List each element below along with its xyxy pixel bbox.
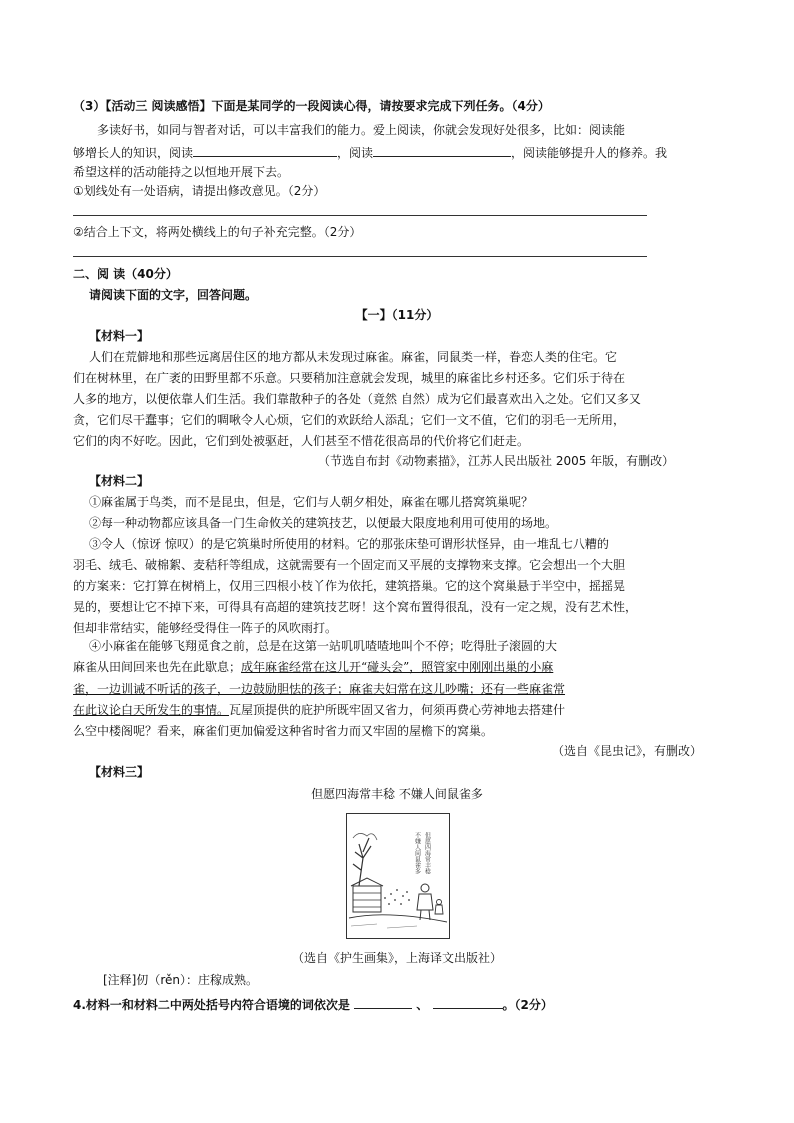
q3-para-line1: 多读好书，如同与智者对话，可以丰富我们的能力。爱上阅读，你就会发现好处很多，比如：阅读能	[97, 123, 626, 137]
cartoon-illustration	[346, 813, 450, 939]
q3-para-text-a: 够增长人的知识，阅读	[73, 146, 194, 160]
material2-p1: ①麻雀属于鸟类，而不是昆虫，但是，它们与人朝夕相处，麻雀在哪儿搭窝筑巢呢？	[89, 495, 534, 509]
section2-title: 二、阅 读（40分）	[73, 267, 178, 281]
q3-para-text-b: ，阅读	[337, 146, 374, 160]
material2-p4-line-2	[73, 660, 553, 675]
material2-p3-line-3: 的方案来：它打算在树梢上，仅用三四根小枝丫作为依托，建筑搭巢。它的这个窝巢悬于半空中，摇摇晃	[73, 579, 626, 593]
material2-p4-line-4	[73, 703, 565, 718]
p4-line2-underlined: 成年麻雀经常在这儿开“碰头会”，照管家中刚刚出巢的小麻	[241, 660, 554, 674]
material2-p3-line-5: 但却非常结实，能够经受得住一阵子的风吹雨打。	[73, 621, 338, 635]
q4-question	[73, 996, 553, 1013]
svg-text:不嫌人间鼠雀多: 不嫌人间鼠雀多	[413, 832, 421, 874]
material1-line-4: 贪，它们尽干蠢事；它们的啁啾令人心烦，它们的欢跃给人添乱；它们一文不值，它们的羽毛一无所用，	[73, 413, 626, 427]
material1-source: （节选自布封《动物素描》，江苏人民出版社 2005 年版，有删改）	[318, 454, 675, 468]
material3-source: （选自《护生画集》，上海译文出版社）	[291, 951, 502, 965]
material2-p3-line-2: 羽毛、绒毛、破棉絮、麦秸秆等组成，这就需要有一个固定而又平展的支撑物来支撑。它会想出一个大胆	[73, 558, 626, 572]
p4-line4-underlined: 在此议论白天所发生的事情。	[73, 703, 230, 717]
q3-blank-2[interactable]	[373, 144, 511, 157]
material2-p2: ②每一种动物都应该具备一门生命攸关的建筑技艺，以便最大限度地利用可使用的场地。	[89, 516, 558, 530]
material1-line-1: 人们在荒僻地和那些远离居住区的地方都从未发现过麻雀。麻雀，同鼠类一样，眷恋人类的住宅。它	[89, 350, 618, 364]
q3-para-line3: 希望这样的活动能持之以恒地开展下去。	[73, 165, 290, 179]
q4-blank-2[interactable]	[433, 996, 503, 1009]
q3-task1: ①划线处有一处语病，请提出修改意见。（2分）	[73, 184, 326, 198]
q4-text-a: 4.材料一和材料二中两处括号内符合语境的词依次是	[73, 998, 350, 1012]
material2-p3-line-1: ③令人（惊讶 惊叹）的是它筑巢时所使用的材料。它的那张床垫可谓形状怪异，由一堆乱七八糟的	[89, 537, 609, 551]
material1-line-3: 人多的地方，以便依靠人们生活。我们靠散种子的各处（竟然 自然）成为它们最喜欢出入之处。它们又多又	[73, 392, 641, 406]
cartoon-caption-title: 但愿四海常丰稔 不嫌人间鼠雀多	[311, 787, 483, 801]
material2-label: 【材料二】	[89, 474, 150, 488]
material2-p4-line-3: 雀，一边训诫不听话的孩子，一边鼓励胆怯的孩子；麻雀夫妇常在这儿吵嘴；还有一些麻雀常	[73, 682, 566, 696]
material2-p4-line-5: 么空中楼阁呢？看来，麻雀们更加偏爱这种省时省力而又牢固的屋檐下的窝巢。	[73, 724, 494, 738]
material2-p4-line-1: ④小麻雀在能够飞翔觅食之前，总是在这第一站叽叽喳喳地叫个不停；吃得肚子滚圆的大	[89, 639, 558, 653]
q3-header: （3）【活动三 阅读感悟】下面是某同学的一段阅读心得，请按要求完成下列任务。（4分）	[73, 99, 550, 113]
q4-text-c: 。（2分）	[502, 998, 553, 1012]
material3-label: 【材料三】	[89, 765, 150, 779]
q4-text-b: 、	[416, 998, 429, 1012]
section2-instruction: 请阅读下面的文字，回答问题。	[89, 288, 258, 302]
material2-p3-line-4: 晃的，要想让它不掉下来，可得具有高超的建筑技艺呀！这个窝布置得很乱，没有一定之规，没有艺术性，	[73, 600, 638, 614]
q3-para-text-c: ，阅读能够提升人的修养。我	[511, 146, 668, 160]
p4-line4-plain: 瓦屋顶提供的庇护所既牢固又省力，何须再费心劳神地去搭建什	[229, 703, 566, 717]
cartoon-inscription: 但愿四海常丰稔	[423, 832, 431, 874]
material1-line-2: 们在树林里，在广袤的田野里都不乐意。只要稍加注意就会发现，城里的麻雀比乡村还多。它们乐于待在	[73, 371, 626, 385]
q3-para-line2	[73, 144, 667, 161]
q3-answer-line-1[interactable]	[73, 215, 647, 216]
q3-task2: ②结合上下文，将两处横线上的句子补充完整。（2分）	[73, 225, 362, 239]
cartoon-drawing	[347, 814, 449, 938]
q3-answer-line-2[interactable]	[73, 256, 647, 257]
q4-blank-1[interactable]	[354, 996, 412, 1009]
part-label: 【一】（11分）	[355, 308, 439, 322]
p4-line2-plain: 麻雀从田间回来也先在此歇息；	[73, 660, 242, 674]
q3-blank-1[interactable]	[193, 144, 337, 157]
material1-label: 【材料一】	[89, 329, 150, 343]
material3-note: [注释]仞（rěn）：庄稼成熟。	[103, 973, 259, 987]
material1-line-5: 它们的肉不好吃。因此，它们到处被驱赶，人们甚至不惜花很高昂的代价将它们赶走。	[73, 434, 530, 448]
material2-source: （选自《昆虫记》，有删改）	[552, 744, 703, 758]
